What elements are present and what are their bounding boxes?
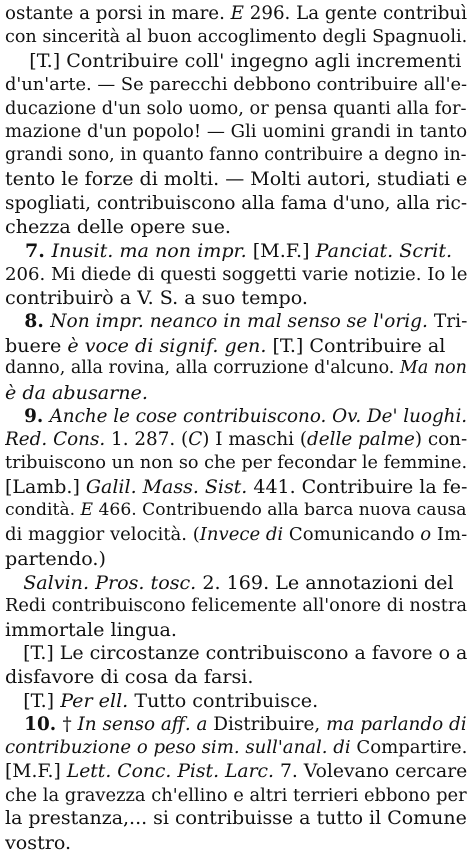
text-segment: ) I maschi (	[202, 429, 308, 451]
text-line	[5, 831, 467, 855]
text-line	[5, 168, 467, 192]
text-segment: Comunicando	[283, 524, 421, 546]
text-segment: Galil. Mass. Sist.	[85, 475, 248, 498]
text-segment: Tutto contribuisce.	[128, 688, 319, 712]
text-segment: che la gravezza ch'ellino e altri terrieri ebbono per	[5, 784, 467, 806]
text-line	[5, 357, 467, 381]
text-segment: o	[420, 524, 432, 546]
text-line	[5, 97, 467, 121]
text-segment: Lett. Conc. Pist. Larc.	[66, 761, 274, 782]
text-segment: tento le forze di molti. — Molti autori, studiati e	[5, 167, 467, 190]
text-segment: vostro.	[5, 831, 72, 855]
text-segment: Inusit. ma non impr.	[51, 238, 247, 262]
text-line	[5, 736, 467, 760]
text-segment: [T.] Contribuire al	[266, 333, 446, 357]
text-line	[5, 239, 467, 263]
text-segment: danno, alla rovina, alla corruzione d'alcuno.	[5, 358, 400, 379]
text-segment: Non impr. neanco in mal senso se l'orig.	[50, 310, 428, 332]
text-segment: Per ell.	[60, 688, 129, 712]
text-segment: Redi contribuiscono felicemente all'onore di nostra	[5, 595, 467, 617]
text-segment: è voce di signif. gen.	[67, 333, 267, 357]
text-segment: 10.	[5, 713, 63, 735]
text-line	[5, 476, 467, 500]
text-segment: disfavore di cosa da farsi.	[5, 665, 254, 689]
text-segment: mazione d'un popolo! — Gli uomini grandi in tanto	[5, 121, 467, 143]
text-segment: †	[62, 713, 78, 735]
text-segment: 9.	[5, 405, 50, 427]
text-line	[5, 334, 467, 358]
text-line	[5, 26, 467, 50]
text-line	[5, 286, 467, 310]
text-line	[5, 547, 467, 571]
text-segment: è da abusarne.	[5, 381, 148, 404]
text-segment: ostante a porsi in mare.	[5, 3, 231, 24]
text-line	[5, 73, 467, 97]
text-line	[5, 642, 467, 666]
text-line	[5, 310, 467, 334]
text-segment: ) con-	[414, 429, 467, 451]
text-segment: 466. Contribuendo alla barca nuova causa	[93, 500, 467, 521]
text-segment: buere	[5, 333, 68, 357]
text-segment: 8.	[5, 310, 51, 332]
text-line	[5, 571, 467, 595]
text-line	[5, 405, 467, 429]
text-segment: 1. 287. (	[105, 429, 189, 451]
text-segment: Ma non	[399, 358, 467, 379]
text-segment: Distribuire,	[207, 713, 327, 735]
text-segment: spogliati, contribuiscono alla fama d'uno, alla ric-	[5, 192, 467, 214]
text-segment	[5, 571, 23, 594]
text-line	[5, 263, 467, 287]
text-line	[5, 523, 467, 547]
text-segment: 296. La gente contribuì	[243, 3, 467, 24]
text-segment: partendo.)	[5, 546, 106, 570]
text-segment: Compartire.	[350, 737, 467, 759]
text-segment: [M.F.]	[5, 761, 67, 782]
text-line	[5, 713, 467, 737]
text-segment: chezza delle opere sue.	[5, 215, 231, 239]
text-segment: ducazione d'un solo uomo, or pensa quanti alla for-	[5, 97, 467, 119]
text-segment: la prestanza,... si contribuisse a tutto il Comune	[5, 807, 467, 830]
text-line	[5, 215, 467, 239]
text-segment: grandi sono, in quanto fanno contribuire a degno in-	[5, 145, 467, 166]
text-segment: con sincerità al buon accoglimento degli Spagnuoli.	[5, 26, 467, 47]
text-segment: delle palme	[307, 429, 415, 451]
text-segment: In senso aff. a	[77, 713, 208, 735]
text-segment: Anche le cose contribuiscono. Ov. De' luoghi.	[49, 405, 467, 427]
text-segment: 7.	[5, 238, 52, 262]
text-line	[5, 665, 467, 689]
text-line	[5, 428, 467, 452]
text-segment: E	[80, 500, 94, 521]
text-line	[5, 760, 467, 784]
text-segment: [M.F.]	[246, 238, 316, 262]
text-segment: Salvin. Pros. tosc.	[23, 570, 197, 594]
text-line	[5, 784, 467, 808]
dictionary-page	[5, 2, 467, 855]
text-line	[5, 192, 467, 216]
text-line	[5, 381, 467, 405]
text-line	[5, 49, 467, 73]
text-line	[5, 144, 467, 168]
text-segment: 206. Mi diede di questi soggetti varie notizie. Io le	[5, 263, 467, 285]
text-segment: [Lamb.]	[5, 475, 86, 498]
text-segment: Panciat. Scrit.	[315, 238, 453, 262]
text-line	[5, 452, 467, 476]
text-segment: [T.]	[5, 688, 61, 712]
text-segment: immortale lingua.	[5, 617, 177, 641]
text-segment: [T.] Contribuire coll' ingegno agli incrementi	[5, 49, 462, 73]
text-segment: C	[188, 429, 203, 451]
text-segment: contribuzione o peso sim. sull'anal. di	[5, 737, 351, 759]
text-segment: condità.	[5, 500, 81, 521]
text-line	[5, 594, 467, 618]
text-segment: ma parlando di	[326, 713, 467, 735]
text-segment: 7. Volevano cercare	[274, 761, 467, 782]
text-segment: Invece di	[199, 524, 284, 546]
text-segment: tribuiscono un non so che per fecondar le femmine.	[5, 453, 467, 474]
text-segment: E	[230, 3, 244, 24]
text-segment: Tri-	[427, 310, 467, 332]
text-line	[5, 689, 467, 713]
text-segment: di maggior velocità. (	[5, 524, 200, 546]
text-segment: Im-	[431, 524, 467, 546]
text-segment: contribuirò a V. S. a suo tempo.	[5, 286, 308, 310]
text-line	[5, 807, 467, 831]
text-segment: d'un'arte. — Se parecchi debbono contribuire all'e-	[5, 74, 467, 96]
text-line	[5, 2, 467, 26]
text-segment: Red. Cons.	[5, 429, 106, 451]
text-line	[5, 499, 467, 523]
text-segment: [T.] Le circostanze contribuiscono a favore o a	[5, 641, 467, 664]
text-line	[5, 120, 467, 144]
text-line	[5, 618, 467, 642]
text-segment: 441. Contribuire la fe-	[247, 475, 467, 498]
text-segment: 2. 169. Le annotazioni del	[196, 570, 454, 594]
